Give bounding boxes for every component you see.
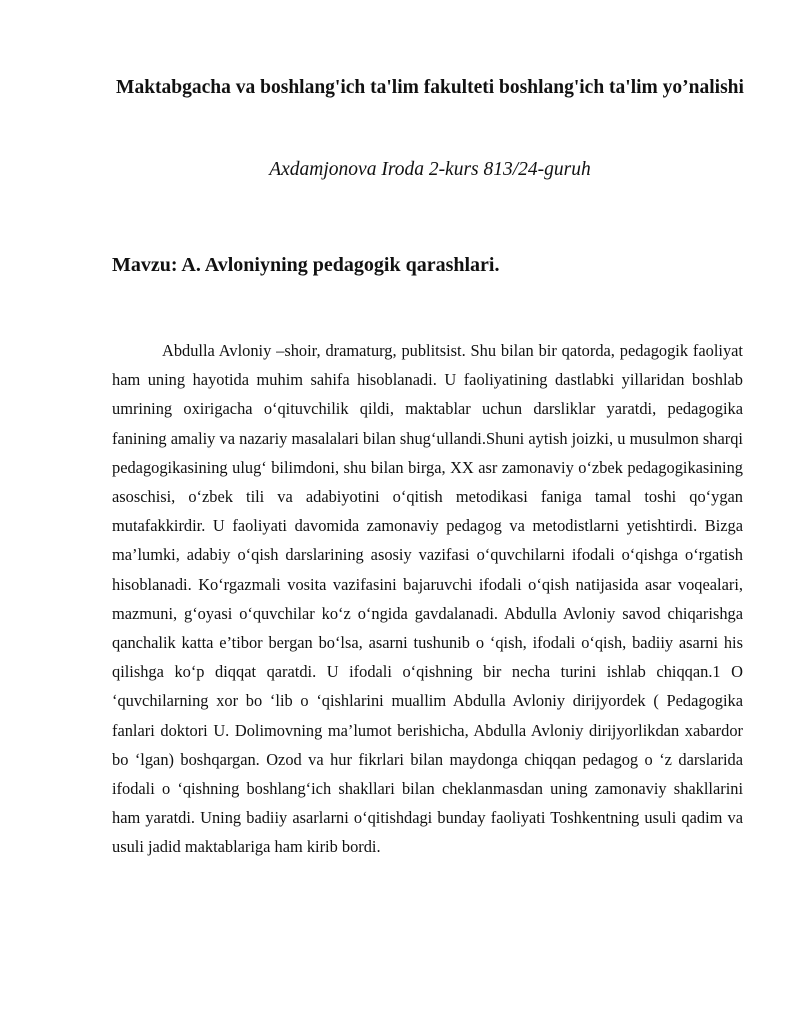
topic-heading: Mavzu: A. Avloniyning pedagogik qarashlari. — [112, 254, 500, 276]
body-paragraph: Abdulla Avloniy –shoir, dramaturg, publitsist. Shu bilan bir qatorda, pedagogik faoliyat ham uning hayotida muhim sahifa hisoblanadi. U faoliyatining dastlabki yillaridan boshlab umrining oxirigacha o‘qituvchilik qildi, maktablar uchun darsliklar yaratdi, pedagogika fanining amaliy va nazariy masalalari bilan shug‘ullandi.Shuni aytish joizki, u musulmon sharqi pedagogikasining ulug‘ bilimdoni, shu bilan birga, XX asr zamonaviy o‘zbek pedagogikasining asoschisi, o‘zbek tili va adabiyotini o‘qitish metodikasi faniga tamal toshi qo‘ygan mutafakkirdir. U faoliyati davomida zamonaviy pedagog va metodistlarni yetishtirdi. Bizga ma’lumki, adabiy o‘qish darslarining asosiy vazifasi o‘quvchilarni ifodali o‘qishga o‘rgatish hisoblanadi. Ko‘rgazmali vosita vazifasini bajaruvchi ifodali o‘qish natijasida asar voqealari, mazmuni, g‘oyasi o‘quvchilar ko‘z o‘ngida gavdalanadi. Abdulla Avloniy savod chiqarishga qanchalik katta e’tibor bergan bo‘lsa, asarni tushunib o ‘qish, ifodali o‘qish, badiiy asarni his qilishga ko‘p diqqat qaratdi. U ifodali o‘qishning bir necha turini ishlab chiqqan.1 O ‘quvchilarning xor bo ‘lib o ‘qishlarini muallim Abdulla Avloniy dirijyordek ( Pedagogika fanlari doktori U. Dolimovning ma’lumot berishicha, Abdulla Avloniy dirijyorlikdan xabardor bo ‘lgan) boshqargan. Ozod va hur fikrlari bilan maydonga chiqqan pedagog o ‘z darslarida ifodali o ‘qishning boshlang‘ich shakllari bilan cheklanmasdan uning zamonaviy shakllarini ham yaratdi. Uning badiiy asarlarni o‘qitishdagi bunday faoliyati Toshkentning usuli qadim va usuli jadid maktablariga ham kirib bordi. — [112, 341, 743, 857]
document-title: Maktabgacha va boshlang'ich ta'lim fakulteti boshlang'ich ta'lim yo’nalishi — [116, 77, 744, 98]
author-line: Axdamjonova Iroda 2-kurs 813/24-guruh — [269, 159, 591, 180]
